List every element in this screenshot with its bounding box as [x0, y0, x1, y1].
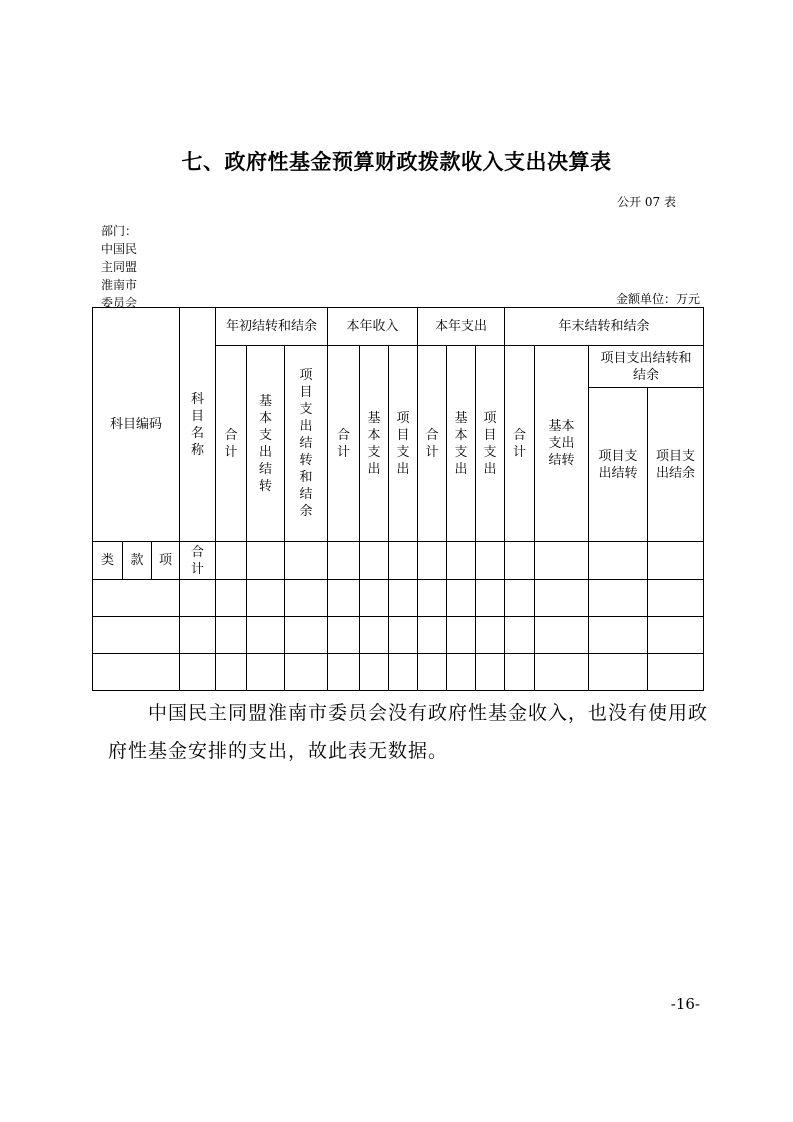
table-cell — [476, 542, 505, 580]
table-cell — [93, 580, 180, 617]
table-cell — [505, 542, 535, 580]
header-begin-balance: 年初结转和结余 — [216, 308, 328, 346]
table-cell — [328, 542, 360, 580]
header-project-carry: 项目支出结转 — [589, 388, 648, 542]
header-project-balance: 项目支出结余 — [648, 388, 704, 542]
department-line: 中国民 — [101, 242, 138, 256]
page-number: -16- — [670, 995, 700, 1013]
page-title: 七、政府性基金预算财政拨款收入支出决算表 — [181, 150, 612, 174]
header-subject-code: 科目编码 — [93, 308, 180, 542]
table-row — [93, 654, 704, 691]
table-cell — [360, 542, 389, 580]
table-cell — [285, 542, 328, 580]
header-income-project: 项目支出 — [389, 346, 418, 542]
table-cell — [648, 542, 704, 580]
department-label — [101, 222, 161, 312]
department-line: 委员会 — [101, 296, 138, 310]
table-cell — [180, 580, 216, 617]
table-cell — [93, 617, 180, 654]
header-expense-project: 项目支出 — [476, 346, 505, 542]
form-number: 公开 07 表 — [617, 195, 676, 209]
department-line: 主同盟 — [101, 260, 138, 274]
table-cell — [247, 542, 285, 580]
table-cell — [180, 617, 216, 654]
header-income-total: 合计 — [328, 346, 360, 542]
table-cell — [216, 542, 247, 580]
header-expense-basic: 基本支出 — [447, 346, 476, 542]
header-end-basic-carry: 基本支出结转 — [535, 346, 589, 542]
table-cell — [93, 654, 180, 691]
header-end-project-carry-balance: 项目支出结转和结余 — [589, 346, 704, 388]
header-expense-total: 合计 — [418, 346, 447, 542]
table-cell — [216, 654, 247, 691]
table-cell — [418, 542, 447, 580]
header-income-basic: 基本支出 — [360, 346, 389, 542]
header-expense: 本年支出 — [418, 308, 505, 346]
header-xiang: 项 — [152, 542, 180, 580]
table-cell — [589, 542, 648, 580]
header-begin-basic-carry: 基本支出结转 — [247, 346, 285, 542]
department-line: 部门： — [101, 224, 138, 238]
header-end-total: 合计 — [505, 346, 535, 542]
table-cell — [389, 542, 418, 580]
budget-table — [92, 307, 704, 691]
header-kuan: 款 — [123, 542, 152, 580]
table-cell — [216, 617, 247, 654]
department-line: 淮南市 — [101, 278, 138, 292]
table-cell — [216, 580, 247, 617]
header-end-balance: 年末结转和结余 — [505, 308, 704, 346]
header-begin-total: 合计 — [216, 346, 247, 542]
explanation-note: 中国民主同盟淮南市委员会没有政府性基金收入，也没有使用政府性基金安排的支出，故此表无数据。 — [108, 702, 709, 762]
header-subject-name: 科目名称 — [180, 308, 216, 542]
header-begin-project-carry-balance: 项目支出结转和结余 — [285, 346, 328, 542]
total-row-label: 合计 — [180, 542, 216, 580]
table-cell — [447, 542, 476, 580]
table-cell — [180, 654, 216, 691]
header-income: 本年收入 — [328, 308, 418, 346]
header-lei: 类 — [93, 542, 123, 580]
amount-unit: 金额单位：万元 — [615, 292, 700, 306]
table-row — [93, 617, 704, 654]
table-cell — [535, 542, 589, 580]
table-row — [93, 580, 704, 617]
